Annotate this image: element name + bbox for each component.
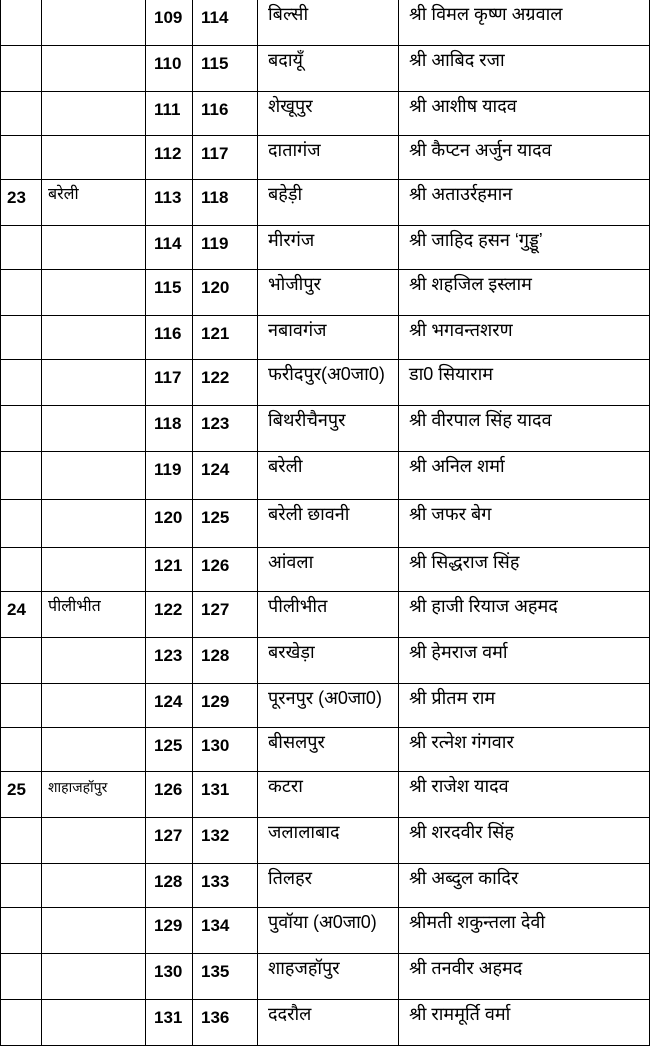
candidate-name-cell: श्री राममूर्ति वर्मा <box>399 1000 650 1046</box>
constituency-name-cell: कटरा <box>258 772 399 818</box>
district-cell <box>42 684 146 728</box>
candidate-name-cell: श्री अताउर्रहमान <box>399 180 650 226</box>
candidate-name-cell: डा0 सियाराम <box>399 360 650 406</box>
candidate-name-cell: श्री आबिद रजा <box>399 46 650 92</box>
table-row <box>1 136 650 180</box>
table-row <box>1 360 650 406</box>
table-row <box>1 728 650 772</box>
district-cell <box>42 270 146 316</box>
serial-number-cell <box>1 548 42 592</box>
district-cell <box>42 452 146 500</box>
seat-number-cell: 122 <box>146 592 193 638</box>
constituency-number-cell: 128 <box>193 638 258 684</box>
candidate-name-cell: श्री कैप्टन अर्जुन यादव <box>399 136 650 180</box>
seat-number-cell: 129 <box>146 908 193 954</box>
table-row <box>1 226 650 270</box>
district-cell: पीलीभीत <box>42 592 146 638</box>
district-cell <box>42 818 146 864</box>
candidate-name-cell: श्री जफर बेग <box>399 500 650 548</box>
serial-number-cell <box>1 360 42 406</box>
constituency-number-cell: 124 <box>193 452 258 500</box>
serial-number-cell <box>1 954 42 1000</box>
constituency-name-cell: बहेड़ी <box>258 180 399 226</box>
table-row <box>1 406 650 452</box>
serial-number-cell <box>1 316 42 360</box>
seat-number-cell: 116 <box>146 316 193 360</box>
table-row <box>1 772 650 818</box>
district-cell <box>42 406 146 452</box>
district-cell: बरेली <box>42 180 146 226</box>
constituency-number-cell: 121 <box>193 316 258 360</box>
serial-number-cell <box>1 92 42 136</box>
candidate-name-cell: श्री वीरपाल सिंह यादव <box>399 406 650 452</box>
district-cell <box>42 360 146 406</box>
district-cell <box>42 226 146 270</box>
constituency-number-cell: 136 <box>193 1000 258 1046</box>
constituency-name-cell: बरेली छावनी <box>258 500 399 548</box>
candidate-name-cell: श्री जाहिद हसन ‘गुड्डू’ <box>399 226 650 270</box>
district-cell <box>42 92 146 136</box>
candidate-name-cell: श्री शहजिल इस्लाम <box>399 270 650 316</box>
candidate-name-cell: श्री अब्दुल कादिर <box>399 864 650 908</box>
seat-number-cell: 114 <box>146 226 193 270</box>
constituency-name-cell: शेखूपुर <box>258 92 399 136</box>
serial-number-cell <box>1 406 42 452</box>
seat-number-cell: 126 <box>146 772 193 818</box>
constituency-number-cell: 123 <box>193 406 258 452</box>
seat-number-cell: 120 <box>146 500 193 548</box>
candidate-name-cell: श्री भगवन्तशरण <box>399 316 650 360</box>
seat-number-cell: 123 <box>146 638 193 684</box>
constituency-number-cell: 127 <box>193 592 258 638</box>
constituency-number-cell: 125 <box>193 500 258 548</box>
district-cell <box>42 500 146 548</box>
district-cell <box>42 728 146 772</box>
seat-number-cell: 111 <box>146 92 193 136</box>
table-row <box>1 452 650 500</box>
constituency-name-cell: तिलहर <box>258 864 399 908</box>
serial-number-cell: 25 <box>1 772 42 818</box>
constituency-name-cell: ददरौल <box>258 1000 399 1046</box>
constituency-number-cell: 132 <box>193 818 258 864</box>
seat-number-cell: 128 <box>146 864 193 908</box>
district-cell <box>42 954 146 1000</box>
constituency-name-cell: बीसलपुर <box>258 728 399 772</box>
district-cell <box>42 0 146 46</box>
constituency-name-cell: बरेली <box>258 452 399 500</box>
constituency-name-cell: बदायूँ <box>258 46 399 92</box>
constituency-number-cell: 131 <box>193 772 258 818</box>
constituency-number-cell: 117 <box>193 136 258 180</box>
serial-number-cell <box>1 908 42 954</box>
candidate-name-cell: श्री अनिल शर्मा <box>399 452 650 500</box>
serial-number-cell: 23 <box>1 180 42 226</box>
serial-number-cell <box>1 638 42 684</box>
seat-number-cell: 131 <box>146 1000 193 1046</box>
constituency-name-cell: आंवला <box>258 548 399 592</box>
seat-number-cell: 121 <box>146 548 193 592</box>
constituency-name-cell: पुवॉया (अ0जा0) <box>258 908 399 954</box>
seat-number-cell: 127 <box>146 818 193 864</box>
table-row <box>1 1000 650 1046</box>
serial-number-cell <box>1 46 42 92</box>
serial-number-cell <box>1 270 42 316</box>
seat-number-cell: 124 <box>146 684 193 728</box>
serial-number-cell <box>1 1000 42 1046</box>
constituency-number-cell: 114 <box>193 0 258 46</box>
constituency-name-cell: नबावगंज <box>258 316 399 360</box>
table-body <box>1 0 650 1046</box>
candidate-name-cell: श्री रत्नेश गंगवार <box>399 728 650 772</box>
seat-number-cell: 130 <box>146 954 193 1000</box>
district-cell <box>42 908 146 954</box>
table-row <box>1 864 650 908</box>
constituency-number-cell: 115 <box>193 46 258 92</box>
table-row <box>1 0 650 46</box>
district-cell <box>42 638 146 684</box>
serial-number-cell <box>1 818 42 864</box>
seat-number-cell: 113 <box>146 180 193 226</box>
constituency-number-cell: 118 <box>193 180 258 226</box>
district-cell <box>42 136 146 180</box>
district-cell <box>42 864 146 908</box>
candidate-name-cell: श्री आशीष यादव <box>399 92 650 136</box>
table-row <box>1 818 650 864</box>
district-cell <box>42 1000 146 1046</box>
seat-number-cell: 119 <box>146 452 193 500</box>
seat-number-cell: 110 <box>146 46 193 92</box>
table-row <box>1 270 650 316</box>
constituency-name-cell: शाहजहॉपुर <box>258 954 399 1000</box>
district-cell <box>42 46 146 92</box>
district-cell <box>42 316 146 360</box>
constituency-number-cell: 116 <box>193 92 258 136</box>
table-row <box>1 548 650 592</box>
seat-number-cell: 125 <box>146 728 193 772</box>
district-cell: शाहाजहॉपुर <box>42 772 146 818</box>
serial-number-cell <box>1 500 42 548</box>
constituency-name-cell: पीलीभीत <box>258 592 399 638</box>
serial-number-cell <box>1 136 42 180</box>
serial-number-cell <box>1 452 42 500</box>
candidate-name-cell: श्री राजेश यादव <box>399 772 650 818</box>
table-row <box>1 46 650 92</box>
constituency-number-cell: 135 <box>193 954 258 1000</box>
constituency-name-cell: बरखेड़ा <box>258 638 399 684</box>
table-row <box>1 500 650 548</box>
seat-number-cell: 117 <box>146 360 193 406</box>
constituency-name-cell: दातागंज <box>258 136 399 180</box>
candidate-name-cell: श्री हाजी रियाज अहमद <box>399 592 650 638</box>
district-cell <box>42 548 146 592</box>
candidate-name-cell: श्री सिद्धराज सिंह <box>399 548 650 592</box>
table-row <box>1 684 650 728</box>
constituency-number-cell: 130 <box>193 728 258 772</box>
table-row <box>1 638 650 684</box>
constituency-number-cell: 126 <box>193 548 258 592</box>
constituency-name-cell: मीरगंज <box>258 226 399 270</box>
candidate-name-cell: श्री हेमराज वर्मा <box>399 638 650 684</box>
table-row <box>1 316 650 360</box>
constituency-name-cell: बिथरीचैनपुर <box>258 406 399 452</box>
seat-number-cell: 109 <box>146 0 193 46</box>
serial-number-cell <box>1 684 42 728</box>
constituency-number-cell: 119 <box>193 226 258 270</box>
candidate-name-cell: श्री तनवीर अहमद <box>399 954 650 1000</box>
seat-number-cell: 115 <box>146 270 193 316</box>
constituency-number-cell: 122 <box>193 360 258 406</box>
table-row <box>1 180 650 226</box>
constituency-number-cell: 129 <box>193 684 258 728</box>
candidate-name-cell: श्री प्रीतम राम <box>399 684 650 728</box>
candidate-name-cell: श्री विमल कृष्ण अग्रवाल <box>399 0 650 46</box>
serial-number-cell <box>1 728 42 772</box>
candidate-name-cell: श्री शरदवीर सिंह <box>399 818 650 864</box>
constituency-name-cell: भोजीपुर <box>258 270 399 316</box>
serial-number-cell: 24 <box>1 592 42 638</box>
constituency-name-cell: फरीदपुर(अ0जा0) <box>258 360 399 406</box>
constituency-name-cell: बिल्सी <box>258 0 399 46</box>
table-row <box>1 954 650 1000</box>
serial-number-cell <box>1 0 42 46</box>
table-row <box>1 592 650 638</box>
constituency-name-cell: पूरनपुर (अ0जा0) <box>258 684 399 728</box>
constituency-number-cell: 120 <box>193 270 258 316</box>
seat-number-cell: 112 <box>146 136 193 180</box>
constituency-number-cell: 133 <box>193 864 258 908</box>
seat-number-cell: 118 <box>146 406 193 452</box>
table-row <box>1 908 650 954</box>
constituency-name-cell: जलालाबाद <box>258 818 399 864</box>
serial-number-cell <box>1 864 42 908</box>
constituency-number-cell: 134 <box>193 908 258 954</box>
table-row <box>1 92 650 136</box>
candidate-name-cell: श्रीमती शकुन्तला देवी <box>399 908 650 954</box>
serial-number-cell <box>1 226 42 270</box>
